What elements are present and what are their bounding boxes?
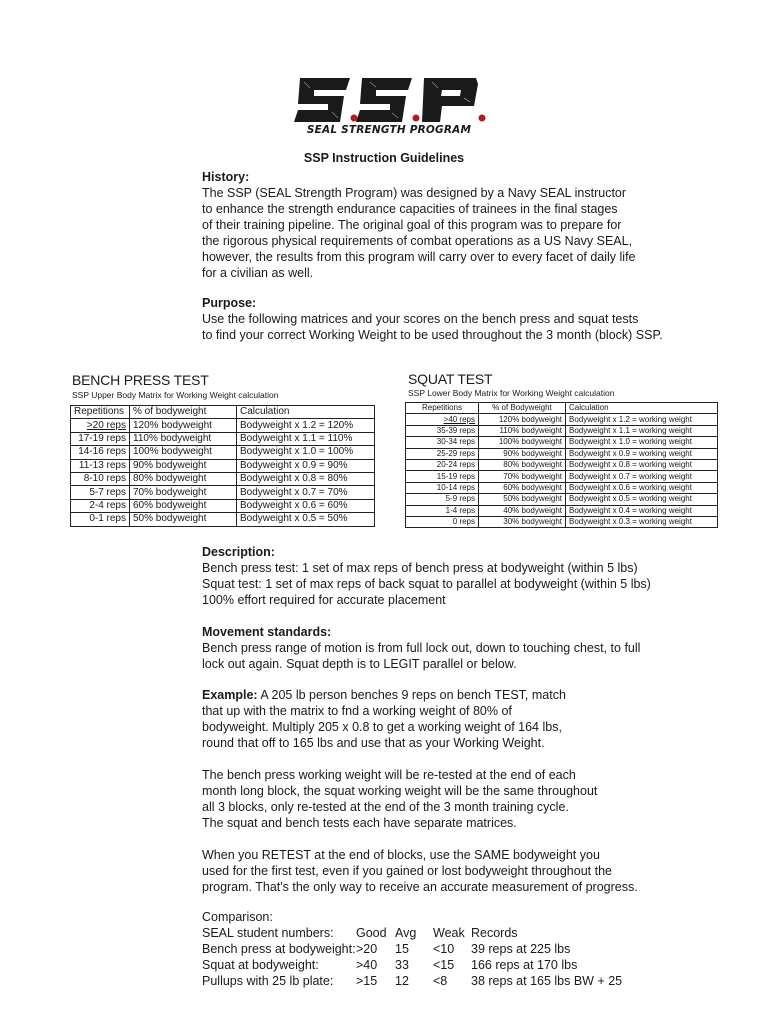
reps-cell: 30-34 reps	[406, 437, 479, 448]
header-cell: % of Bodyweight	[479, 403, 566, 414]
movement-line: lock out again. Squat depth is to LEGIT parallel or below.	[202, 657, 517, 671]
history-line: to enhance the strength endurance capacities of trainees in the final stages	[202, 202, 618, 216]
percent-cell: 90% bodyweight	[130, 459, 237, 472]
table-row	[406, 414, 718, 425]
calc-cell: Bodyweight x 0.3 = working weight	[566, 516, 718, 527]
comparison-record: 39 reps at 225 lbs	[471, 942, 571, 956]
calc-cell: Bodyweight x 0.8 = working weight	[566, 459, 718, 470]
table-row	[406, 505, 718, 516]
calc-cell: Bodyweight x 0.6 = working weight	[566, 482, 718, 493]
comparison-label: Bench press at bodyweight:	[202, 942, 356, 956]
retest-line: The squat and bench tests each have separate matrices.	[202, 816, 517, 830]
reps-cell: 1-4 reps	[406, 505, 479, 516]
percent-cell: 80% bodyweight	[479, 459, 566, 470]
calc-cell: Bodyweight x 1.2 = working weight	[566, 414, 718, 425]
table-row	[71, 513, 375, 526]
reps-cell: 17-19 reps	[71, 432, 130, 445]
percent-cell: 120% bodyweight	[479, 414, 566, 425]
history-line: The SSP (SEAL Strength Program) was designed by a Navy SEAL instructor	[202, 186, 627, 200]
movement-section	[202, 624, 672, 672]
comparison-label: Squat at bodyweight:	[202, 958, 319, 972]
history-line: of their training pipeline. The original goal of this program was to prepare for	[202, 218, 622, 232]
history-line: the rigorous physical requirements of combat operations as a US Navy SEAL,	[202, 234, 633, 248]
calc-cell: Bodyweight x 0.4 = working weight	[566, 505, 718, 516]
retest-bw-line: When you RETEST at the end of blocks, use the SAME bodyweight you	[202, 848, 600, 862]
table-row	[406, 448, 718, 459]
example-line: that up with the matrix to fnd a working weight of 80% of	[202, 704, 512, 718]
reps-cell: 8-10 reps	[71, 472, 130, 485]
purpose-line: to find your correct Working Weight to be used throughout the 3 month (block) SSP.	[202, 328, 663, 342]
comparison-avg: 15	[395, 942, 409, 956]
retest-line: The bench press working weight will be re-tested at the end of each	[202, 768, 576, 782]
comparison-good: >15	[356, 974, 378, 988]
example-line: round that off to 165 lbs and use that as your Working Weight.	[202, 736, 545, 750]
calc-cell: Bodyweight x 0.7 = 70%	[237, 486, 375, 499]
description-line: Bench press test: 1 set of max reps of bench press at bodyweight (within 5 lbs)	[202, 561, 638, 575]
description-section	[202, 544, 672, 608]
purpose-heading: Purpose:	[202, 296, 257, 310]
reps-cell: 10-14 reps	[406, 482, 479, 493]
table-row	[406, 516, 718, 527]
reps-cell: 2-4 reps	[71, 499, 130, 512]
comparison-title: Comparison:	[202, 910, 273, 924]
percent-cell: 70% bodyweight	[130, 486, 237, 499]
retest-bodyweight-section	[202, 847, 672, 895]
retest-line: month long block, the squat working weight will be the same throughout	[202, 784, 598, 798]
movement-line: Bench press range of motion is from full lock out, down to touching chest, to full	[202, 641, 641, 655]
percent-cell: 30% bodyweight	[479, 516, 566, 527]
history-line: for a civilian as well.	[202, 266, 314, 280]
table-row	[71, 432, 375, 445]
percent-cell: 50% bodyweight	[479, 494, 566, 505]
squat-subtitle: SSP Lower Body Matrix for Working Weight calculation	[408, 388, 615, 398]
example-first-line: A 205 lb person benches 9 reps on bench TEST, match	[257, 688, 566, 702]
squat-title: SQUAT TEST	[408, 371, 493, 387]
calc-cell: Bodyweight x 0.5 = working weight	[566, 494, 718, 505]
comparison-record: 38 reps at 165 lbs BW + 25	[471, 974, 623, 988]
history-line: however, the results from this program will carry over to every facet of daily life	[202, 250, 636, 264]
comparison-label: SEAL student numbers:	[202, 926, 334, 940]
table-row	[406, 437, 718, 448]
calc-cell: Bodyweight x 0.9 = 90%	[237, 459, 375, 472]
reps-cell: 15-19 reps	[406, 471, 479, 482]
header-cell: Repetitions	[406, 403, 479, 414]
retest-bw-line: program. That's the only way to receive an accurate measurement of progress.	[202, 880, 638, 894]
retest-note-section	[202, 767, 672, 831]
comparison-avg: 33	[395, 958, 409, 972]
header-cell: % of bodyweight	[130, 406, 237, 419]
reps-cell: 11-13 reps	[71, 459, 130, 472]
reps-cell: >40 reps	[406, 414, 479, 425]
comparison-good: >40	[356, 958, 378, 972]
reps-cell: 35-39 reps	[406, 425, 479, 436]
percent-cell: 50% bodyweight	[130, 513, 237, 526]
header-cell: Repetitions	[71, 406, 130, 419]
table-row	[406, 494, 718, 505]
calc-cell: Bodyweight x 1.1 = working weight	[566, 425, 718, 436]
comparison-avg: Avg	[395, 926, 417, 940]
comparison-good: >20	[356, 942, 378, 956]
reps-cell: 0-1 reps	[71, 513, 130, 526]
example-label: Example:	[202, 688, 258, 702]
percent-cell: 60% bodyweight	[479, 482, 566, 493]
reps-cell: 14-16 reps	[71, 446, 130, 459]
calc-cell: Bodyweight x 0.5 = 50%	[237, 513, 375, 526]
description-line: 100% effort required for accurate placement	[202, 593, 446, 607]
calc-cell: Bodyweight x 1.0 = 100%	[237, 446, 375, 459]
calc-cell: Bodyweight x 0.7 = working weight	[566, 471, 718, 482]
percent-cell: 120% bodyweight	[130, 419, 237, 432]
table-row	[71, 472, 375, 485]
calc-cell: Bodyweight x 1.1 = 110%	[237, 432, 375, 445]
comparison-weak: Weak	[433, 926, 465, 940]
calc-cell: Bodyweight x 0.6 = 60%	[237, 499, 375, 512]
reps-cell: 0 reps	[406, 516, 479, 527]
table-row	[406, 459, 718, 470]
movement-heading: Movement standards:	[202, 625, 332, 639]
comparison-weak: <10	[433, 942, 455, 956]
comparison-weak: <15	[433, 958, 455, 972]
reps-cell: 20-24 reps	[406, 459, 479, 470]
comparison-weak: <8	[433, 974, 448, 988]
example-line: bodyweight. Multiply 205 x 0.8 to get a working weight of 164 lbs,	[202, 720, 562, 734]
percent-cell: 60% bodyweight	[130, 499, 237, 512]
bench-matrix-table	[70, 405, 375, 527]
squat-matrix-table	[405, 402, 718, 528]
table-row	[71, 446, 375, 459]
calc-cell: Bodyweight x 1.0 = working weight	[566, 437, 718, 448]
table-header-row	[71, 406, 375, 419]
header-cell: Calculation	[237, 406, 375, 419]
percent-cell: 110% bodyweight	[479, 425, 566, 436]
logo-letters: SSP	[292, 68, 295, 69]
table-row	[71, 499, 375, 512]
comparison-record: Records	[471, 926, 518, 940]
example-section	[202, 687, 672, 751]
percent-cell: 90% bodyweight	[479, 448, 566, 459]
percent-cell: 40% bodyweight	[479, 505, 566, 516]
purpose-section	[202, 295, 672, 343]
history-section	[202, 169, 672, 281]
table-row	[406, 482, 718, 493]
percent-cell: 100% bodyweight	[479, 437, 566, 448]
logo-subtitle: SEAL STRENGTH PROGRAM	[306, 124, 472, 136]
table-row	[71, 419, 375, 432]
comparison-label: Pullups with 25 lb plate:	[202, 974, 334, 988]
percent-cell: 110% bodyweight	[130, 432, 237, 445]
percent-cell: 80% bodyweight	[130, 472, 237, 485]
bench-subtitle: SSP Upper Body Matrix for Working Weight calculation	[72, 390, 279, 400]
table-row	[71, 486, 375, 499]
retest-line: all 3 blocks, only re-tested at the end of the 3 month training cycle.	[202, 800, 569, 814]
retest-bw-line: used for the first test, even if you gained or lost bodyweight throughout the	[202, 864, 612, 878]
calc-cell: Bodyweight x 0.9 = working weight	[566, 448, 718, 459]
reps-cell: 5-7 reps	[71, 486, 130, 499]
history-heading: History:	[202, 170, 250, 184]
table-header-row	[406, 403, 718, 414]
table-row	[406, 425, 718, 436]
description-heading: Description:	[202, 545, 275, 559]
calc-cell: Bodyweight x 0.8 = 80%	[237, 472, 375, 485]
reps-cell: >20 reps	[71, 419, 130, 432]
description-line: Squat test: 1 set of max reps of back squat to parallel at bodyweight (within 5 lbs)	[202, 577, 651, 591]
reps-cell: 25-29 reps	[406, 448, 479, 459]
table-row	[406, 471, 718, 482]
purpose-line: Use the following matrices and your scores on the bench press and squat tests	[202, 312, 639, 326]
reps-cell: 5-9 reps	[406, 494, 479, 505]
table-row	[71, 459, 375, 472]
comparison-good: Good	[356, 926, 387, 940]
comparison-record: 166 reps at 170 lbs	[471, 958, 578, 972]
comparison-avg: 12	[395, 974, 409, 988]
percent-cell: 70% bodyweight	[479, 471, 566, 482]
percent-cell: 100% bodyweight	[130, 446, 237, 459]
page-title: SSP Instruction Guidelines	[303, 151, 465, 165]
bench-title: BENCH PRESS TEST	[72, 372, 209, 388]
header-cell: Calculation	[566, 403, 718, 414]
calc-cell: Bodyweight x 1.2 = 120%	[237, 419, 375, 432]
